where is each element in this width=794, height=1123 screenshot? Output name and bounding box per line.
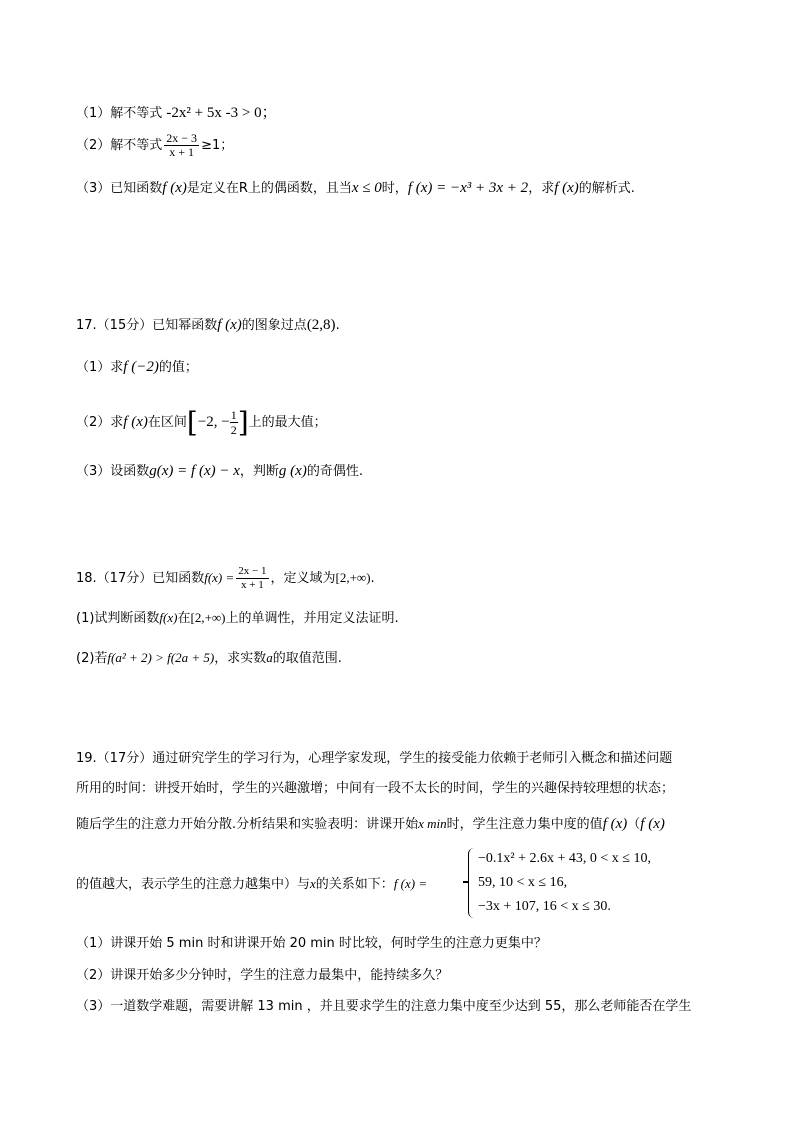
q17-p3-gx: g (x)	[278, 463, 307, 479]
q17-p2-left-bracket: [	[186, 405, 198, 439]
q16-part2-frac-num: 2x − 3	[166, 131, 198, 145]
q17-p3-def: g(x) = f (x) − x	[149, 463, 240, 479]
q16-part3-a: （3）已知函数	[76, 181, 163, 196]
q19-line3-c: （	[627, 817, 641, 832]
q19-line3	[76, 815, 665, 834]
q17-part3	[76, 462, 363, 481]
q16-part2-frac-den: x + 1	[169, 145, 195, 159]
q18-part2	[76, 649, 342, 668]
q17-p2-interval-left: −2, −	[197, 414, 230, 430]
q18-head-fx: f(x) =	[204, 570, 235, 585]
q19-part3: （3）一道数学难题，需要讲解 13 min ，并且要求学生的注意力集中度至少达到 55，那么老师能否在学生	[76, 999, 692, 1014]
q18-p2-a: (2)若	[76, 651, 108, 666]
q16-part3-cond: x ≤ 0	[351, 180, 382, 196]
q19-part2: （2）讲课开始多少分钟时，学生的注意力最集中，能持续多久？	[76, 968, 449, 983]
q16-part3-e: 的解析式.	[578, 181, 635, 196]
q19-line4-x: x	[310, 876, 316, 891]
q17-p3-a: （3）设函数	[76, 464, 150, 479]
q19-line3-b: 时，学生注意力集中度的值	[446, 817, 603, 832]
q17-p1-b: 的值；	[158, 360, 198, 375]
q19-line4-a: 的值越大，表示学生的注意力越集中）与	[76, 877, 311, 892]
q16-part3-c: 时，	[381, 181, 408, 196]
q19-line2: 所用的时间：讲授开始时，学生的兴趣激增；中间有一段不太长的时间，学生的兴趣保持较理想的状态；	[76, 781, 675, 796]
q18-p2-ineq: f(a² + 2) > f(2a + 5)	[107, 650, 215, 665]
q19-line3-a: 随后学生的注意力开始分散.分析结果和实验表明：讲课开始	[76, 817, 419, 832]
q16-part1-prefix: （1）解不等式	[76, 106, 167, 121]
q17-part2	[76, 405, 327, 439]
q16-part3-eq: f (x) = −x³ + 3x + 2	[407, 180, 529, 196]
q16-part2-fraction	[164, 132, 199, 159]
q17-p3-b: ，判断	[239, 464, 279, 479]
q17-p2-fraction	[230, 408, 238, 437]
q18-head-b: ，定义域为	[270, 571, 336, 586]
q17-head-end: .	[335, 318, 340, 333]
q16-part3-fx2: f (x)	[554, 180, 579, 196]
q18-part1	[76, 609, 399, 628]
q16-part3-b: 是定义在R上的偶函数，且当	[186, 181, 352, 196]
q18-p2-var: a	[266, 650, 273, 665]
q17-p2-right-bracket: ]	[237, 405, 249, 439]
q19-line4-fx: f (x) =	[393, 876, 428, 891]
q17-p2-b: 在区间	[147, 415, 187, 430]
q18-head-fraction	[236, 565, 268, 592]
q17-p1-a: （1）求	[76, 360, 124, 375]
q17-head-b: 的图象过点	[241, 318, 307, 333]
q17-p2-fx: f (x)	[123, 414, 148, 430]
q18-head-end: .	[370, 571, 375, 586]
q19-line3-x: x min	[418, 816, 447, 831]
q16-part2-prefix: （2）解不等式	[76, 138, 163, 153]
piecewise-case-3: −3x + 107, 16 < x ≤ 30.	[478, 899, 611, 914]
q18-p2-c: 的取值范围.	[272, 651, 342, 666]
q17-p2-frac-num: 1	[230, 408, 237, 422]
q19-line3-fx2: f (x)	[640, 816, 665, 832]
q17-p1-math: f (−2)	[123, 359, 159, 375]
q18-head-frac-den: x + 1	[241, 579, 264, 591]
q19-line4-b: 的关系如下：	[315, 877, 394, 892]
q19-line1: 19.（17分）通过研究学生的学习行为，心理学家发现，学生的接受能力依赖于老师引入概念和描述问题	[76, 751, 673, 766]
q16-part1	[76, 104, 277, 123]
q18-head-domain: [2,+∞)	[335, 570, 371, 585]
q18-head: 18.（17分）已知函数	[76, 571, 205, 586]
piecewise-case-1: −0.1x² + 2.6x + 43, 0 < x ≤ 10,	[478, 851, 651, 866]
q19-line3-fx: f (x)	[602, 816, 628, 832]
q17-p3-c: 的奇偶性.	[306, 464, 363, 479]
piecewise-case-2: 59, 10 < x ≤ 16,	[478, 875, 568, 890]
q17-p2-a: （2）求	[76, 415, 124, 430]
piecewise-brace-tip	[463, 881, 469, 883]
q16-part3-fx: f (x)	[162, 180, 187, 196]
q18-p1-b: 在	[177, 611, 191, 626]
q18-heading	[76, 565, 375, 592]
piecewise-brace	[468, 848, 477, 918]
q18-p1-c: 上的单调性，并用定义法证明.	[225, 611, 399, 626]
q17-p2-frac-den: 2	[230, 423, 237, 437]
q19-line4	[76, 875, 427, 894]
q18-p2-b: ，求实数	[214, 651, 267, 666]
q18-p1-domain: [2,+∞)	[190, 610, 226, 625]
q17-head: 17.（15分）已知幂函数	[76, 318, 218, 333]
q19-part1: （1）讲课开始 5 min 时和讲课开始 20 min 时比较，何时学生的注意力更集中？	[76, 936, 547, 951]
q17-head-fx: f (x)	[217, 317, 242, 333]
q17-head-point: (2,8)	[306, 317, 336, 333]
q16-part2-suffix: ≥1；	[201, 138, 234, 153]
q16-part1-math: -2x² + 5x -3 > 0；	[166, 105, 277, 121]
q16-part3-d: ，求	[528, 181, 555, 196]
q16-part3	[76, 179, 635, 198]
q18-head-frac-num: 2x − 1	[238, 565, 267, 577]
q18-p1-a: (1)试判断函数	[76, 611, 160, 626]
q17-part1	[76, 358, 198, 377]
q17-heading	[76, 316, 340, 335]
q17-p2-c: 上的最大值；	[248, 415, 327, 430]
q18-p1-fx: f(x)	[159, 610, 178, 625]
q16-part2	[76, 132, 233, 159]
